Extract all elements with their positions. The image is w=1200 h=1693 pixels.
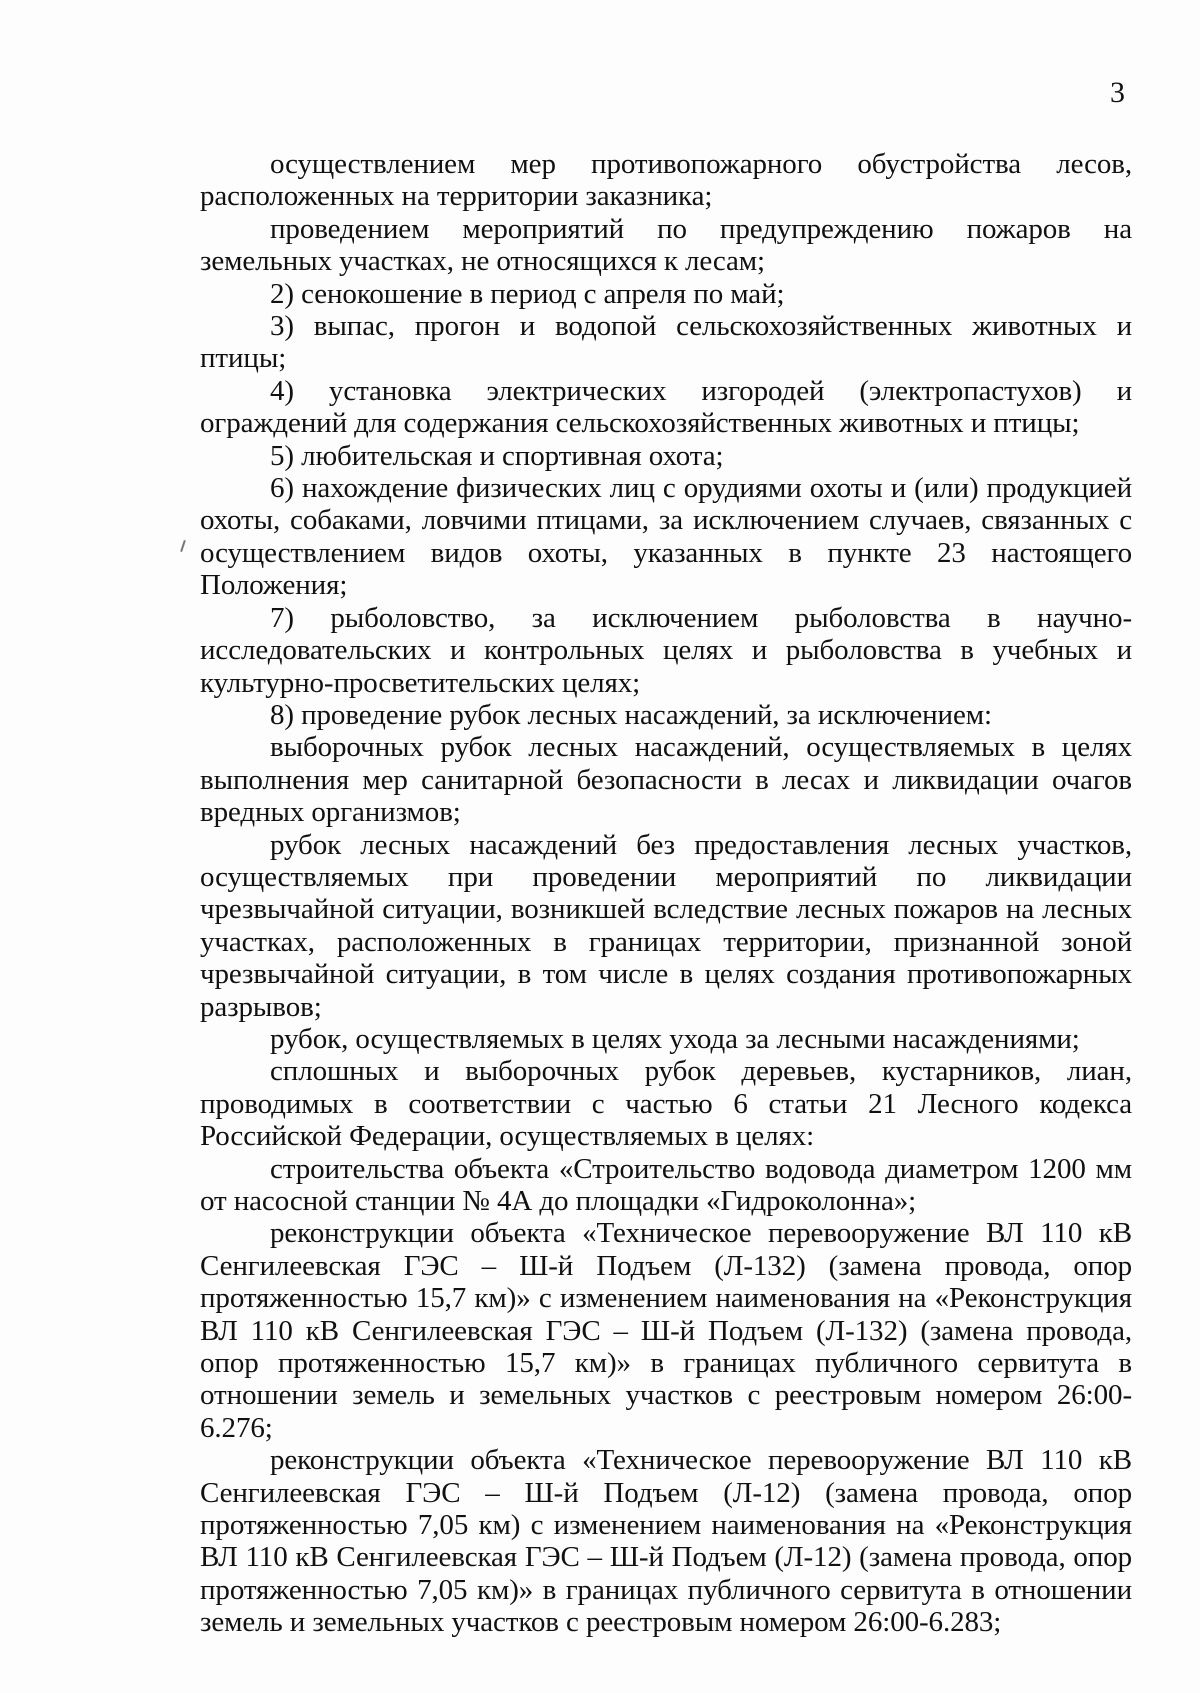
paragraph-reconstruction-l12: реконструкции объекта «Техническое перевооружение ВЛ 110 кВ Сенгилеевская ГЭС – Ш-й Подъем (Л-12) (замена провода, опор протяженностью 7,05 км) с изменением наименования на «Реконструкция ВЛ 110 кВ Сенгилеевская ГЭС – Ш-й Подъем (Л-12) (замена провода, опор протяженностью 7,05 км)» в границах публичного сервитута в отношении земель и земельных участков с реестровым номером 26:00-6.283; [200, 1444, 1132, 1639]
paragraph-item-2: 2) сенокошение в период с апреля по май; [270, 277, 785, 310]
paragraph-item-8: 8) проведение рубок лесных насаждений, за исключением: [270, 698, 992, 731]
document-body [200, 148, 1132, 1639]
paragraph-reconstruction-l132: реконструкции объекта «Техническое перевооружение ВЛ 110 кВ Сенгилеевская ГЭС – Ш-й Подъем (Л-132) (замена провода, опор протяженностью 15,7 км)» с изменением наименования на «Реконструкция ВЛ 110 кВ Сенгилеевская ГЭС – Ш-й Подъем (Л-132) (замена провода, опор протяженностью 15,7 км)» в границах публичного сервитута в отношении земель и земельных участков с реестровым номером 26:00-6.276; [200, 1217, 1132, 1444]
paragraph-item-5: 5) любительская и спортивная охота; [270, 439, 724, 472]
paragraph-fire-warning-measures: проведением мероприятий по предупреждению пожаров на земельных участках, не относящихся к лесам; [200, 212, 1132, 278]
paragraph-fire-prevention: осуществлением мер противопожарного обустройства лесов, расположенных на территории заказника; [200, 148, 1132, 213]
paragraph-item-6: 6) нахождение физических лиц с орудиями охоты и (или) продукцией охоты, собаками, ловчими птицами, за исключением случаев, связанных с осуществлением видов охоты, указанных в пункте 23 настоящего Положения; [200, 472, 1132, 602]
paragraph-clear-felling: сплошных и выборочных рубок деревьев, кустарников, лиан, проводимых в соответствии с частью 6 статьи 21 Лесного кодекса Российской Федерации, осуществляемых в целях: [200, 1055, 1132, 1153]
paragraph-item-4: 4) установка электрических изгородей (электропастухов) и ограждений для содержания сельскохозяйственных животных и птицы; [200, 374, 1132, 440]
paragraph-item-7: 7) рыболовство, за исключением рыболовства в научно-исследовательских и контрольных целях и рыболовства в учебных и культурно-просветительских целях; [200, 601, 1132, 699]
scan-mark [180, 540, 186, 552]
paragraph-emergency-felling: рубок лесных насаждений без предоставления лесных участков, осуществляемых при проведении мероприятий по ликвидации чрезвычайной ситуации, возникшей вследствие лесных пожаров на лесных участках, расположенных в границах территории, признанной зоной чрезвычайной ситуации, в том числе в целях создания противопожарных разрывов; [200, 828, 1132, 1023]
paragraph-water-pipeline: строительства объекта «Строительство водовода диаметром 1200 мм от насосной станции № 4А до площадки «Гидроколонна»; [200, 1152, 1132, 1217]
paragraph-selective-felling: выборочных рубок лесных насаждений, осуществляемых в целях выполнения мер санитарной безопасности в лесах и ликвидации очагов вредных организмов; [200, 731, 1132, 829]
page-number: 3 [1110, 76, 1125, 109]
paragraph-item-3: 3) выпас, прогон и водопой сельскохозяйственных животных и птицы; [200, 310, 1132, 375]
paragraph-care-felling: рубок, осуществляемых в целях ухода за лесными насаждениями; [270, 1022, 1080, 1055]
